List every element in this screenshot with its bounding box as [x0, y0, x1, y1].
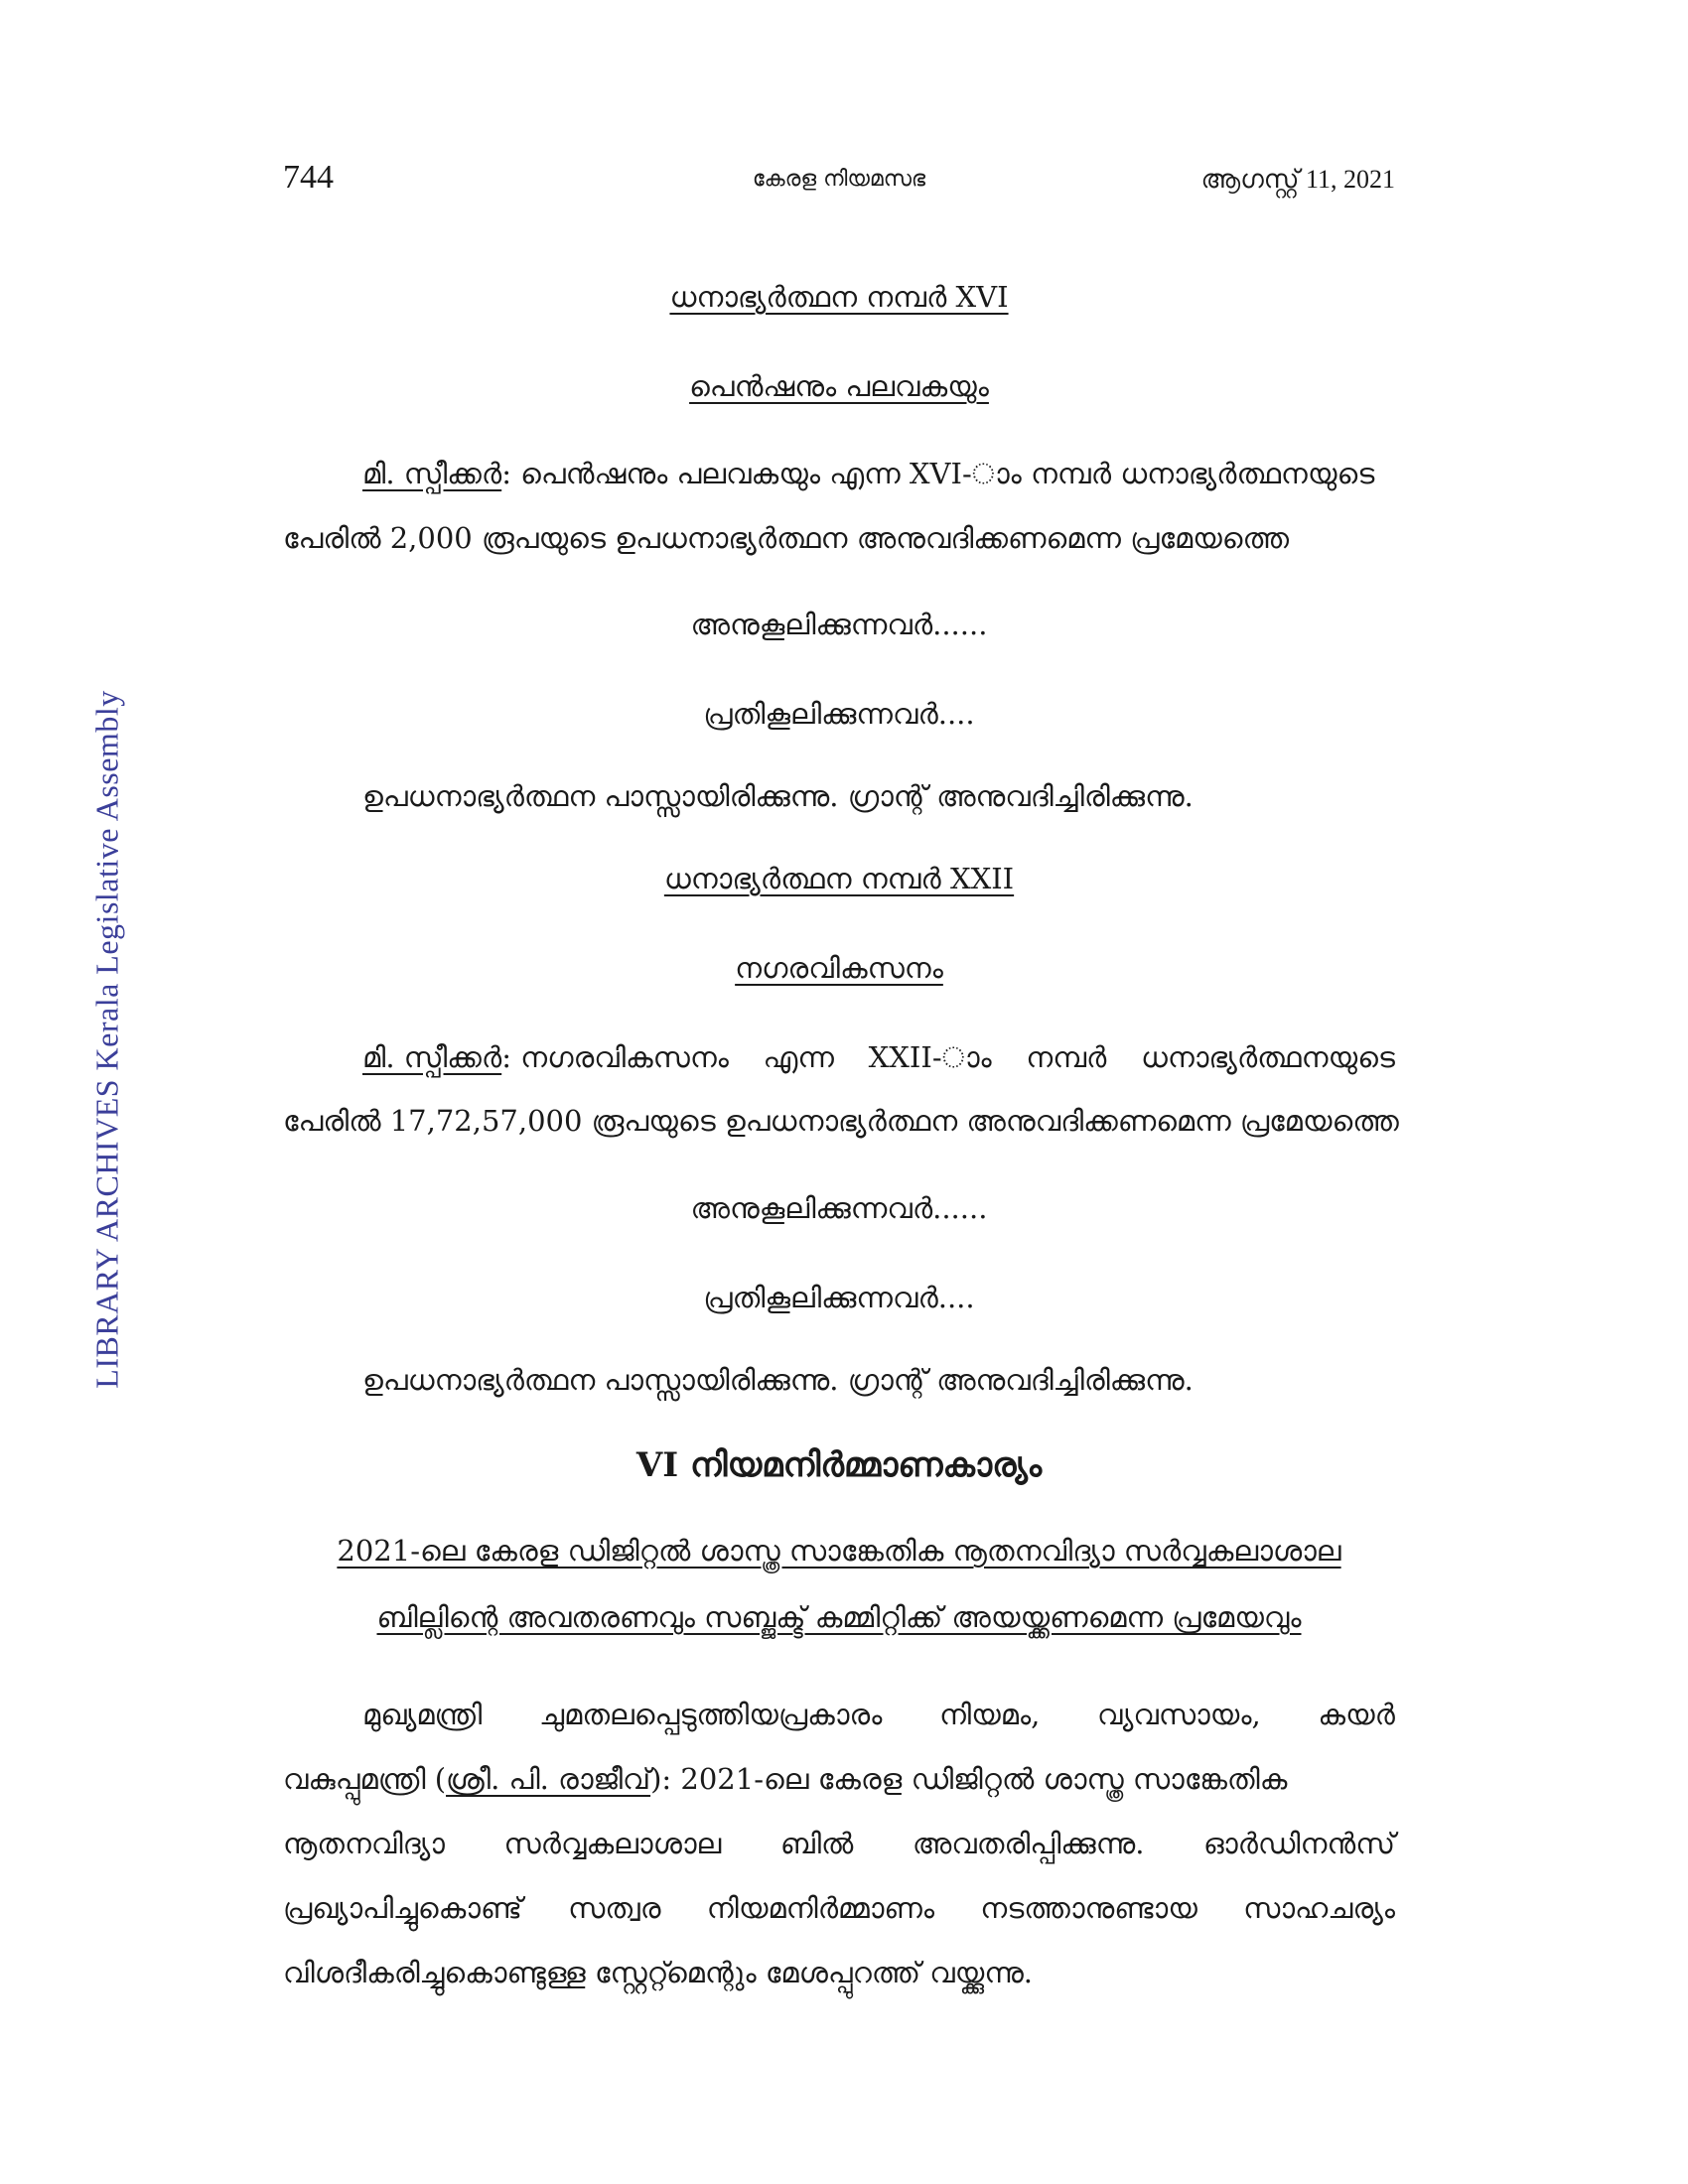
- para-word: ചുമതലപ്പെടുത്തിയപ്രകാരം: [539, 1698, 883, 1731]
- demand-22-word: എന്ന: [763, 1040, 834, 1074]
- para-word: കയർ: [1318, 1698, 1395, 1731]
- demand-16-result: ഉപധനാഭ്യർത്ഥന പാസ്സായിരിക്കുന്നു. ഗ്രാന്റ് അനുവദിച്ചിരിക്കുന്നു.: [362, 779, 1194, 813]
- demand-22-word: നമ്പർ: [1026, 1040, 1107, 1074]
- demand-22-word: XXII-ാം: [868, 1040, 992, 1074]
- minister-name: ശ്രീ. പി. രാജീവ്: [446, 1762, 651, 1796]
- demand-22-word: : നഗരവികസനം: [501, 1040, 729, 1074]
- demand-22-line-2: പേരിൽ 17,72,57,000 രൂപയുടെ ഉപധനാഭ്യർത്ഥന അനുവദിക്കണമെന്ന പ്രമേയത്തെ: [283, 1104, 1399, 1138]
- speaker-label: മി. സ്പീക്കർ: [362, 457, 502, 490]
- para-word: ഓർഡിനൻസ്: [1202, 1827, 1395, 1860]
- para-word: സാഹചര്യം: [1243, 1891, 1395, 1925]
- section-heading: VI നിയമനിർമ്മാണകാര്യം: [635, 1445, 1043, 1485]
- speaker-label: മി. സ്പീക്കർ: [362, 1040, 502, 1074]
- para-line-2-rest: ): 2021-ലെ കേരള ഡിജിറ്റൽ ശാസ്ത്ര സാങ്കേതിക: [650, 1762, 1288, 1796]
- para-line-3: [283, 1827, 1395, 1861]
- para-line-4: [283, 1891, 1395, 1926]
- bill-title-line-1: 2021-ലെ കേരള ഡിജിറ്റൽ ശാസ്ത്ര സാങ്കേതിക നൂതനവിദ്യാ സർവ്വകലാശാല: [337, 1534, 1341, 1568]
- demand-22-line-1: [362, 1040, 1395, 1075]
- demand-16-line-1: [362, 457, 1374, 491]
- page-number: 744: [283, 159, 334, 196]
- para-word: സത്വര: [568, 1891, 661, 1925]
- demand-16-line-2: പേരിൽ 2,000 രൂപയുടെ ഉപധനാഭ്യർത്ഥന അനുവദിക്കണമെന്ന പ്രമേയത്തെ: [283, 521, 1290, 555]
- para-word: അവതരിപ്പിക്കുന്നു.: [912, 1827, 1145, 1860]
- para-word: നിയമം,: [939, 1698, 1041, 1731]
- para-word: നിയമനിർമ്മാണം: [706, 1891, 934, 1925]
- demand-22-title: ധനാഭ്യർത്ഥന നമ്പർ XXII: [663, 862, 1015, 895]
- demand-22-ayes: അനുകൂലിക്കുന്നവർ......: [690, 1191, 988, 1225]
- bill-title-line-2: ബില്ലിന്റെ അവതരണവും സബ്ജക്ട് കമ്മിറ്റിക്ക് അയയ്ക്കണമെന്ന പ്രമേയവും: [376, 1600, 1302, 1634]
- para-line-2: [283, 1762, 1287, 1797]
- demand-16-noes: പ്രതികൂലിക്കുന്നവർ....: [703, 697, 975, 731]
- page-header: [283, 159, 1395, 199]
- demand-16-line-1-text: : പെൻഷനും പലവകയും എന്ന XVI-ാം നമ്പർ ധനാഭ്യർത്ഥനയുടെ: [501, 457, 1375, 490]
- demand-16-ayes: അനുകൂലിക്കുന്നവർ......: [690, 608, 988, 641]
- demand-22-subtitle: നഗരവികസനം: [735, 951, 943, 985]
- para-line-1: [362, 1698, 1395, 1732]
- header-date: ആഗസ്റ്റ് 11, 2021: [1200, 165, 1395, 194]
- demand-22-noes: പ്രതികൂലിക്കുന്നവർ....: [703, 1281, 975, 1314]
- para-word: നടത്താനുണ്ടായ: [980, 1891, 1197, 1925]
- para-word: മുഖ്യമന്ത്രി: [362, 1698, 483, 1731]
- para-word: നൂതനവിദ്യാ: [283, 1827, 445, 1860]
- para-word: സർവ്വകലാശാല: [503, 1827, 722, 1860]
- demand-16-title: ധനാഭ്യർത്ഥന നമ്പർ XVI: [669, 280, 1009, 314]
- para-line-5: വിശദീകരിച്ചുകൊണ്ടുള്ള സ്റ്റേറ്റ്മെന്റും മേശപ്പുറത്ത് വയ്ക്കുന്നു.: [283, 1956, 1034, 1989]
- demand-22-line-1-lead: [362, 1040, 729, 1075]
- demand-22-result: ഉപധനാഭ്യർത്ഥന പാസ്സായിരിക്കുന്നു. ഗ്രാന്റ് അനുവദിച്ചിരിക്കുന്നു.: [362, 1363, 1194, 1397]
- para-word: വ്യവസായം,: [1097, 1698, 1261, 1731]
- para-word: പ്രഖ്യാപിച്ചുകൊണ്ട്: [283, 1891, 522, 1925]
- para-word: ബിൽ: [779, 1827, 854, 1860]
- archive-watermark: LIBRARY ARCHIVES Kerala Legislative Assembly: [88, 690, 125, 1389]
- demand-22-word: ധനാഭ്യർത്ഥനയുടെ: [1140, 1040, 1395, 1074]
- para-line-2-prefix: വകുപ്പുമന്ത്രി (: [283, 1762, 447, 1796]
- running-head: കേരള നിയമസഭ: [752, 167, 926, 192]
- demand-16-subtitle: പെൻഷനും പലവകയും: [689, 369, 989, 403]
